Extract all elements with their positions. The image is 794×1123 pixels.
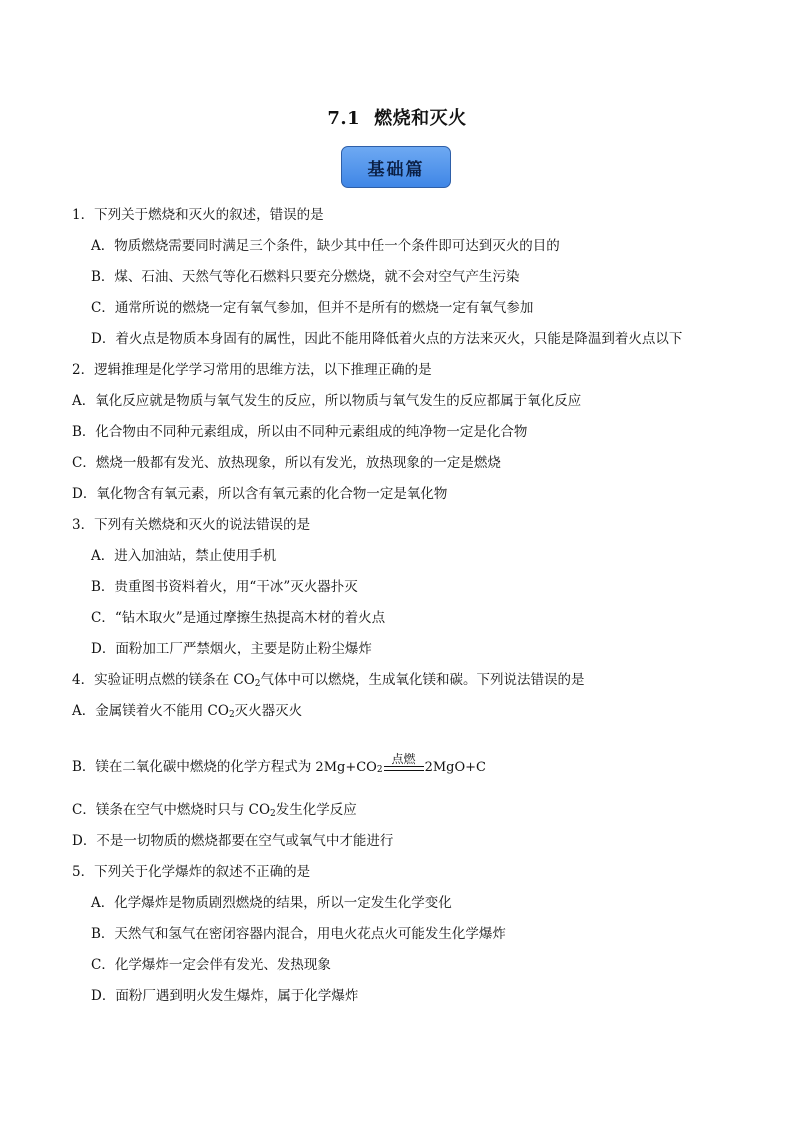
equation-equals-sign: [384, 766, 424, 771]
q3-option-b: B．贵重图书资料着火，用“干冰”灭火器扑灭: [91, 579, 358, 595]
q2-option-a: A．氧化反应就是物质与氧气发生的反应，所以物质与氧气发生的反应都属于氧化反应: [72, 393, 582, 409]
chemical-equation: [315, 751, 486, 775]
equation-condition: [384, 752, 424, 771]
q4-a-post: 灭火器灭火: [234, 703, 303, 719]
q4-c-sub: 2: [270, 809, 276, 819]
title-text: 燃烧和灭火: [374, 108, 467, 129]
q4-option-c: [72, 799, 732, 830]
page-title: [0, 104, 794, 130]
q5-stem: 5．下列关于化学爆炸的叙述不正确的是: [72, 864, 311, 880]
q2-option-b: B．化合物由不同种元素组成，所以由不同种元素组成的纯净物一定是化合物: [72, 424, 528, 440]
question-list: [72, 204, 732, 1016]
q2-option-c: C．燃烧一般都有发光、放热现象，所以有发光，放热现象的一定是燃烧: [72, 455, 501, 471]
q4-option-a: [72, 700, 732, 731]
q3-option-c: C．“钻木取火”是通过摩擦生热提高木材的着火点: [91, 610, 386, 626]
q5-option-c: C．化学爆炸一定会伴有发光、发热现象: [91, 957, 331, 973]
equation-reactants: 2Mg+CO: [315, 759, 377, 775]
q4-option-d: D．不是一切物质的燃烧都要在空气或氧气中才能进行: [72, 833, 394, 849]
q3-option-a: A．进入加油站，禁止使用手机: [91, 548, 277, 564]
q4-a-sub: 2: [228, 710, 235, 720]
title-number: 7.1: [327, 108, 361, 129]
q4-stem-sub: 2: [254, 679, 261, 689]
section-badge: 基础篇: [341, 146, 451, 188]
q4-b-text: B．镁在二氧化碳中燃烧的化学方程式为: [72, 759, 312, 775]
q4-stem-pre: 4．实验证明点燃的镁条在 CO: [72, 672, 255, 688]
q3-stem: 3．下列有关燃烧和灭火的说法错误的是: [72, 517, 311, 533]
q3-option-d: D．面粉加工厂严禁烟火，主要是防止粉尘爆炸: [91, 641, 372, 657]
q4-option-b: [72, 731, 732, 799]
equation-sub: 2: [376, 764, 383, 775]
q1-option-b: B．煤、石油、天然气等化石燃料只要充分燃烧，就不会对空气产生污染: [91, 269, 520, 285]
q5-option-b: B．天然气和氢气在密闭容器内混合，用电火花点火可能发生化学爆炸: [91, 926, 506, 942]
q4-stem-post: 气体中可以燃烧，生成氧化镁和碳。下列说法错误的是: [260, 672, 585, 688]
q1-option-c: C．通常所说的燃烧一定有氧气参加，但并不是所有的燃烧一定有氧气参加: [91, 300, 534, 316]
q4-c-pre: C．镁条在空气中燃烧时只与 CO: [72, 802, 271, 818]
q4-stem: [72, 669, 732, 700]
q2-stem: 2．逻辑推理是化学学习常用的思维方法，以下推理正确的是: [72, 362, 432, 378]
q1-option-a: A．物质燃烧需要同时满足三个条件，缺少其中任一个条件即可达到灭火的目的: [91, 238, 560, 254]
q4-a-pre: A．金属镁着火不能用 CO: [72, 703, 229, 719]
q5-option-d: D．面粉厂遇到明火发生爆炸，属于化学爆炸: [91, 988, 359, 1004]
equation-condition-text: 点燃: [391, 751, 416, 766]
q5-option-a: A．化学爆炸是物质剧烈燃烧的结果，所以一定发生化学变化: [91, 895, 452, 911]
q1-option-d: D．着火点是物质本身固有的属性，因此不能用降低着火点的方法来灭火，只能是降温到着火点以下: [91, 331, 683, 347]
q4-c-post: 发生化学反应: [275, 802, 357, 818]
q1-stem: 1．下列关于燃烧和灭火的叙述，错误的是: [72, 207, 324, 223]
q2-option-d: D．氧化物含有氧元素，所以含有氧元素的化合物一定是氧化物: [72, 486, 448, 502]
equation-products: 2MgO+C: [424, 759, 486, 775]
